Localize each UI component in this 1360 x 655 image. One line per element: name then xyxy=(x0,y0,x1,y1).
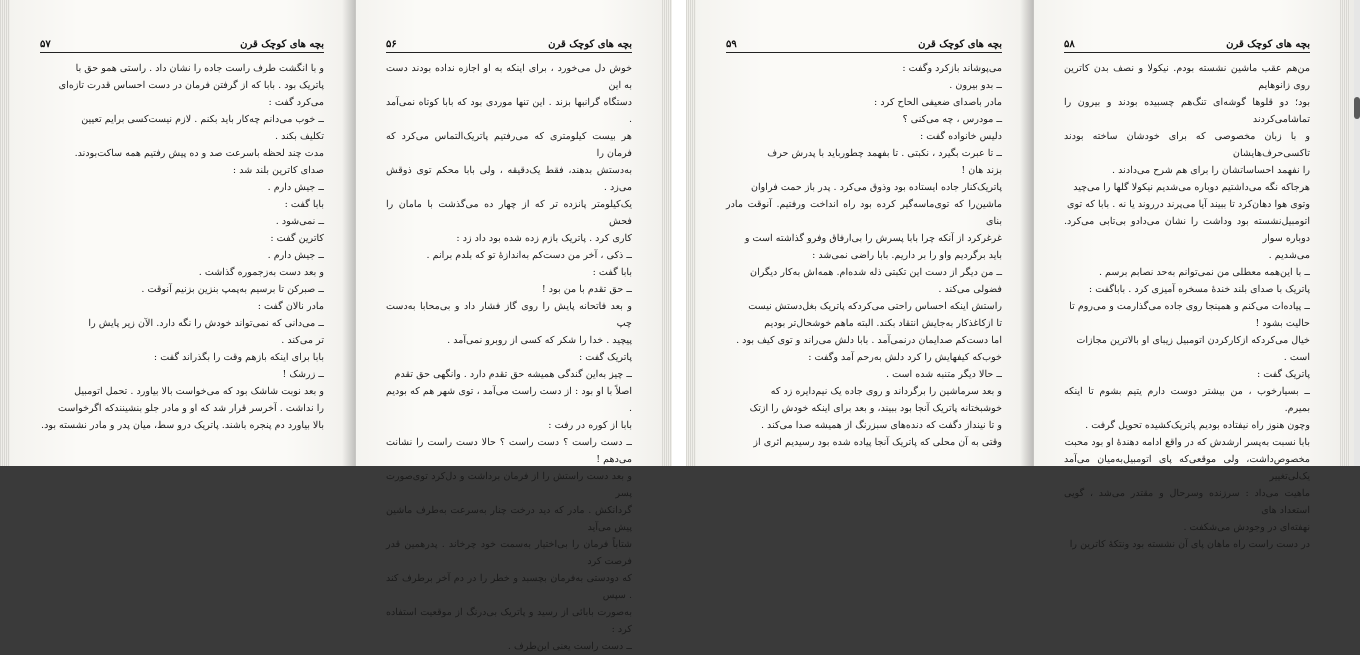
text-line: خوش دل می‌خورد ، برای اینکه به او اجازه نداده بودند دست به این xyxy=(386,63,632,91)
text-line: یک‌کیلومتر پانزده تر که از چهار ده می‌گذشت با مامان را فحش xyxy=(386,199,632,227)
text-line: و بعد فاتحانه پایش را روی گاز فشار داد و بی‌محابا به‌دست چپ xyxy=(386,301,632,329)
text-line: در دست راست راه ماهان پای آن نشسته بود ونتکهٔ کاترین را xyxy=(1069,539,1310,550)
text-line: پاتریک گفت : xyxy=(1257,369,1310,380)
text-line: ــ جیش دارم . xyxy=(267,250,324,261)
text-line: نهفته‌ای در وجودش می‌شکفت . xyxy=(1183,522,1310,533)
text-line: ــ تا عبرت بگیرد ، نکبتی . تا بفهمد چطورباید با پدرش حرف xyxy=(767,148,1002,159)
text-line: بابا نسبت به‌پسر ارشدش که در واقع ادامه دهندهٔ او بود محبت xyxy=(1064,437,1310,448)
text-line: وچون هنوز راه نیفتاده بودیم پاتریک‌کشیده تحویل گرفت . xyxy=(1085,420,1310,431)
text-line: غرغرکرد از آنکه چرا بابا پسرش را بی‌ارفاق وفرو گذاشته است و xyxy=(744,233,1002,244)
text-line: و بعد دست راستش را از فرمان برداشت و دل‌کرد توی‌صورت پسر xyxy=(386,471,632,499)
text-line: ــ بسیارخوب ، من بیشتر دوست دارم یتیم بشوم تا اینکه بمیرم. xyxy=(1064,386,1310,414)
text-line: تر می‌کند . xyxy=(281,335,324,346)
text-line: ــ زرشک ! xyxy=(282,369,324,380)
text-line: بابا گفت : xyxy=(592,267,632,278)
text-line: بزند هان ! xyxy=(961,165,1002,176)
text-line: ــ مودرس ، چه می‌کنی ؟ xyxy=(902,114,1002,125)
text-line: فضولی می‌کند . xyxy=(938,284,1002,295)
text-line: ــ نمی‌شود . xyxy=(275,216,324,227)
text-line: ــ ذکی ، آخر من دست‌کم به‌اندازهٔ تو که بلدم برانم . xyxy=(426,250,632,261)
text-line: و با زبان مخصوصی که برای خودشان ساخته بودند تاکسی‌حرف‌هایشان xyxy=(1064,131,1310,159)
text-line: به‌صورت بابائی از رسید و پاتریک بی‌درنگ از موقعیت استفاده کرد : xyxy=(386,607,632,635)
text-line: تا ازکاغذکار به‌جایش انتقاد بکند. البته ماهم خوشحال‌تر بودیم xyxy=(764,318,1002,329)
text-line: ماشین‌را که توی‌ماسه‌گیر کرده بود راه انداخت ورفتیم. آنوقت مادر بنای xyxy=(726,199,1002,227)
text-line: پاتریک گفت : xyxy=(579,352,632,363)
text-line: مدت چند لحظه باسرعت صد و ده پیش رفتیم همه ساکت‌بودند. xyxy=(74,148,324,159)
text-line: ــ دست راست یعنی این‌طرف . xyxy=(507,641,632,652)
text-line: کاترین گفت : xyxy=(270,233,324,244)
scrollbar-thumb[interactable] xyxy=(1354,97,1360,119)
text-line: را نداشت . آخرسر قرار شد که او و مادر جلو بنشینندکه اگرخواست xyxy=(57,403,324,414)
page-57 xyxy=(10,0,354,466)
text-line: ماهیت می‌داد : سرزنده وسرحال و مقتدر می‌شد ، گویی استعداد های xyxy=(1064,488,1310,516)
text-line: گردانکش . مادر که دید درخت چنار به‌سرعت به‌طرف ماشین پیش می‌آید xyxy=(386,505,632,533)
text-line: هر بیست کیلومتری که می‌رفتیم پاتریک‌التماس می‌کرد که فرمان را xyxy=(386,131,632,159)
text-line: و با انگشت طرف راست جاده را نشان داد . راستی همو حق با xyxy=(75,63,324,74)
text-line: خوشبختانه پاتریک آنجا بود ببیند، و بعد برای اینکه خودش را ازتک xyxy=(749,403,1002,414)
text-line: ــ من دیگر از دست این تکبتی ذله شده‌ام. همه‌اش به‌کار دیگران xyxy=(750,267,1002,278)
text-line: تکلیف بکند . xyxy=(274,131,324,142)
book-spread-right xyxy=(686,0,1354,550)
text-line: بالا بیاورد دم پنجره باشند. پاتریک درو سط، میان پدر و مادر نشسته بود. xyxy=(41,420,324,431)
text-line: هرجاکه نگه می‌داشتیم دوباره می‌شدیم نیکولا گلها را می‌چید xyxy=(1073,182,1310,193)
page-header xyxy=(386,38,632,53)
page-number: ۵۶ xyxy=(386,39,397,50)
text-line: دلیس خانواده گفت : xyxy=(920,131,1002,142)
page-header xyxy=(1064,38,1310,53)
text-line: بابا برای اینکه بازهم وقت را بگذراند گفت : xyxy=(153,352,324,363)
page-header xyxy=(40,38,324,53)
text-line: و بعد نوبت شاشک بود که می‌خواست بالا بیاورد . تحمل اتومبیل xyxy=(74,386,324,397)
text-line: خیال می‌کردکه ازکارکردن اتومبیل زیبای او بالاترین مجازات xyxy=(1076,335,1310,346)
page-edges xyxy=(1340,0,1350,466)
text-line: ــ جیش دارم . xyxy=(267,182,324,193)
text-line: می‌پوشاند بازکرد وگفت : xyxy=(902,63,1002,74)
page-text xyxy=(40,60,324,456)
running-title: بچه های کوچک قرن xyxy=(918,39,1002,50)
text-line: ــ حالا دیگر متنبه شده است . xyxy=(885,369,1002,380)
text-line: را نفهمد احساساتشان را برای هم شرح می‌دادند . xyxy=(1112,165,1310,176)
text-line: ــ حق تقدم با من بود ! xyxy=(541,284,632,295)
text-line: پاتریک با صدای بلند خندهٔ مسخره آمیزی کرد . باباگفت : xyxy=(1088,284,1310,295)
text-line: کاری کرد . پاتریک بازم زده شده بود داد زد : xyxy=(456,233,632,244)
text-line: ــ صبرکن تا برسیم به‌پمپ بنزین بزنیم آنوقت . xyxy=(141,284,324,295)
text-line: ــ چیز به‌این گندگی همیشه حق تقدم دارد . وانگهی حق تقدم xyxy=(394,369,632,380)
text-line: ــ خوب می‌دانم چه‌کار باید بکنم . لازم نیست‌کسی برایم تعیین xyxy=(81,114,324,125)
page-58 xyxy=(1034,0,1340,550)
text-line: وتوی هوا دهان‌کرد تا ببیند آیا می‌پرند درروند یا نه . بابا که توی xyxy=(1067,199,1310,210)
page-header xyxy=(726,38,1002,53)
text-line: به‌دستش بدهند، فقط یک‌دقیقه ، ولی بابا محکم توی ذوقش می‌زد . xyxy=(386,165,632,193)
text-line: و تا نینداز دگفت که دنده‌های سبزرنگ از همیشه صدا می‌کند . xyxy=(760,420,1002,431)
text-line: می‌شدیم . xyxy=(1268,250,1310,261)
page-text xyxy=(1064,60,1310,550)
page-text xyxy=(726,60,1002,456)
text-line: مادر نالان گفت : xyxy=(257,301,324,312)
text-line: پیچید . خدا را شکر که کسی از روبرو نمی‌آمد . xyxy=(447,335,632,346)
text-line: من‌هم عقب ماشین نشسته بودم. نیکولا و نصف بدن کاترین روی زانوهایم xyxy=(1064,63,1310,91)
text-line: اما دست‌کم صدایمان درنمی‌آمد . بابا دلش می‌راند و توی کیف بود . xyxy=(736,335,1002,346)
text-line: ــ بدو بیرون . xyxy=(949,80,1002,91)
text-line: بابا از کوره در رفت : xyxy=(548,420,632,431)
text-line: اتومبیل‌نشسته بود وداشت را نشان می‌دادو بی‌تابی می‌کرد. دوباره سوار xyxy=(1064,216,1310,244)
text-line: اصلاً با او بود : از دست راست می‌آمد ، توی شهر هم که بودیم . xyxy=(386,386,632,414)
text-line: مخصوص‌داشت، ولی موقعی‌که پای اتومبیل‌به‌میان می‌آمد یک‌لی‌تغییر xyxy=(1064,454,1310,482)
text-line: که دودستی به‌فرمان بچسبد و خطر را در دم آخر برطرف کند . سپس xyxy=(386,573,632,601)
page-56 xyxy=(356,0,662,652)
text-line: بابا گفت : xyxy=(284,199,324,210)
running-title: بچه های کوچک قرن xyxy=(1226,39,1310,50)
scrollbar[interactable] xyxy=(1354,0,1360,466)
text-line: صدای کاترین بلند شد : xyxy=(232,165,324,176)
page-edges xyxy=(662,0,672,466)
text-line: مادر باصدای ضعیفی الحاح کرد : xyxy=(874,97,1002,108)
text-line: پاتریک‌کنار جاده ایستاده بود وذوق می‌کرد . پدر باز حمت فراوان xyxy=(750,182,1002,193)
running-title: بچه های کوچک قرن xyxy=(240,39,324,50)
text-line: پاتریک بود . بابا که از گرفتن فرمان در دست احساس قدرت تازه‌ای xyxy=(58,80,324,91)
page-number: ۵۹ xyxy=(726,39,737,50)
text-line: بود؛ دو قلوها گوشه‌ای تنگ‌هم چسبیده بودند و بیرون را تماشامی‌کردند xyxy=(1064,97,1310,125)
text-line: ــ پیاده‌ات می‌کنم و همینجا روی جاده می‌گذارمت و می‌روم تا xyxy=(1069,301,1310,312)
page-59 xyxy=(696,0,1032,466)
page-edges xyxy=(686,0,696,466)
text-line: ــ با این‌همه معطلی من نمی‌توانم به‌حد نصابم برسم . xyxy=(1098,267,1310,278)
text-line: خوب‌که کیفهایش را کرد دلش به‌رحم آمد وگفت : xyxy=(808,352,1002,363)
text-line: باید برگردیم واو را بر داریم. بابا راضی نمی‌شد : xyxy=(812,250,1002,261)
text-line: است . xyxy=(1283,352,1310,363)
page-number: ۵۷ xyxy=(40,39,51,50)
text-line: و بعد دست به‌زجموره گذاشت . xyxy=(198,267,324,278)
text-line: ــ دست راست ؟ دست راست ؟ حالا دست راست را نشانت می‌دهم ! xyxy=(386,437,632,465)
page-text xyxy=(386,60,632,652)
text-line: راستش اینکه احساس راحتی می‌کردکه پاتریک بغل‌دستش نیست xyxy=(748,301,1002,312)
text-line: حالیت بشود ! xyxy=(1255,318,1310,329)
book-spread-left xyxy=(0,0,672,652)
page-number: ۵۸ xyxy=(1064,39,1075,50)
text-line: وقتی به آن محلی که پاتریک آنجا پیاده شده بود رسیدیم اثری از xyxy=(753,437,1002,448)
text-line: و بعد سرماشین را برگرداند و روی جاده یک نیم‌دایره زد که xyxy=(770,386,1002,397)
page-edges xyxy=(0,0,10,466)
running-title: بچه های کوچک قرن xyxy=(548,39,632,50)
text-line: ــ می‌دانی که نمی‌تواند خودش را نگه دارد. الآن زیر پایش را xyxy=(88,318,324,329)
spread-divider xyxy=(672,0,686,466)
text-line: می‌کرد گفت : xyxy=(268,97,324,108)
text-line: شتاباً فرمان را بی‌اختیار به‌سمت خود چرخاند . پدرهمین قدر فرصت کرد xyxy=(386,539,632,567)
text-line: دستگاه گرانبها بزند . این تنها موردی بود که بابا کوتاه نمی‌آمد . xyxy=(386,97,632,125)
